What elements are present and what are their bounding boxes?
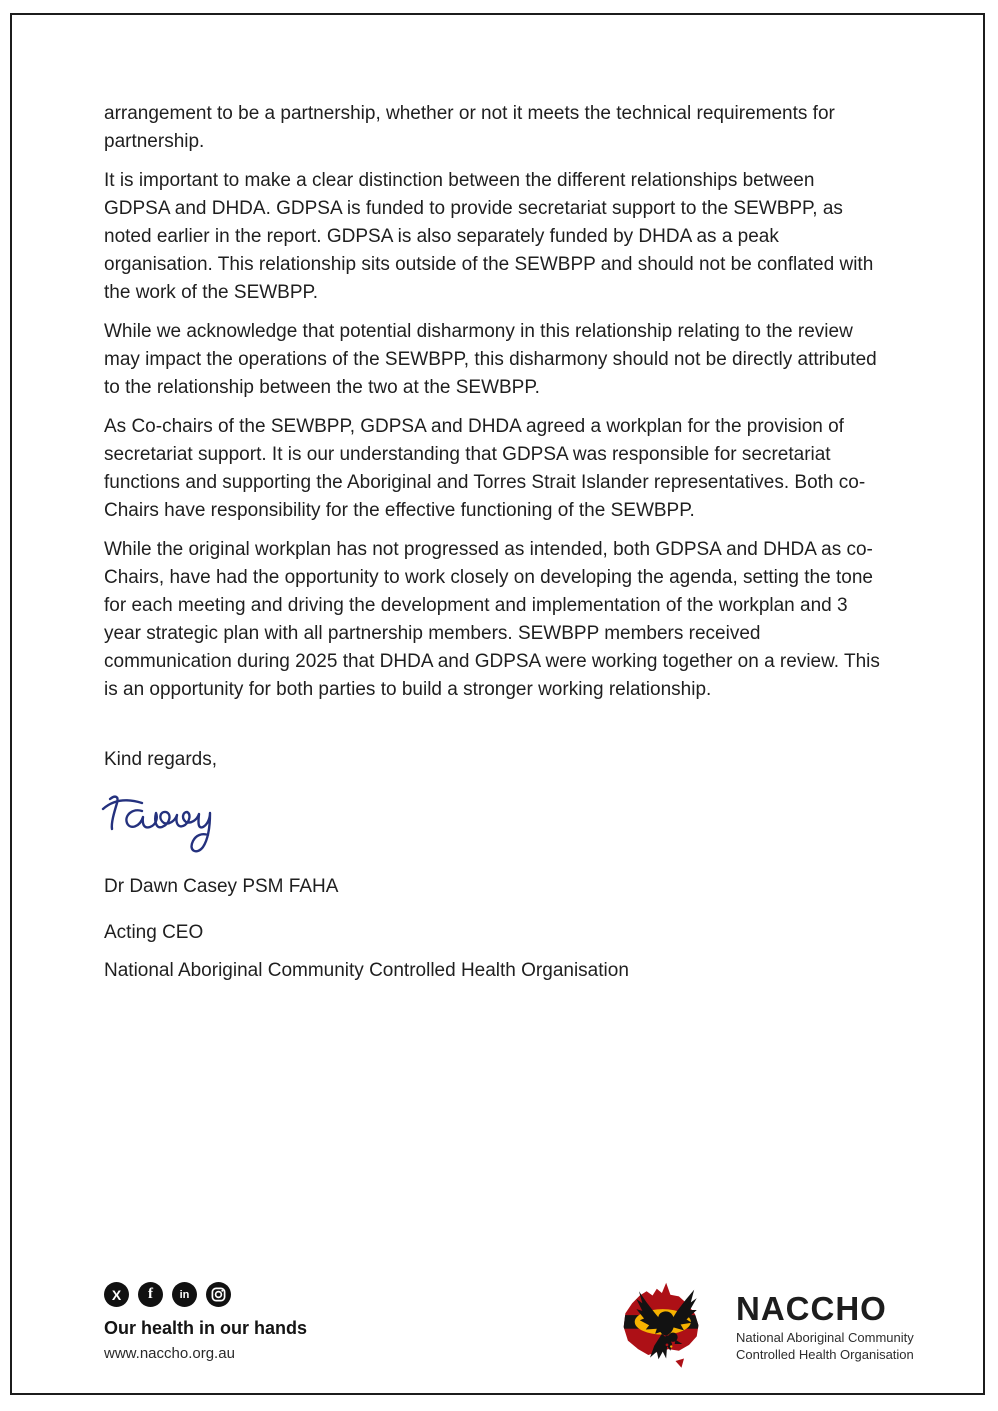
x-glyph: X xyxy=(111,1286,122,1303)
naccho-logo xyxy=(616,1277,914,1377)
signatory-name: Dr Dawn Casey PSM FAHA xyxy=(104,876,339,897)
facebook-glyph: f xyxy=(148,1286,153,1302)
paragraph: arrangement to be a partnership, whether or not it meets the technical requirements for partnership. xyxy=(104,103,835,152)
paragraph: It is important to make a clear distinction between the different relationships between GDPSA and DHDA. GDPSA is funded to provide secretariat support to the SEWBPP, as noted earlier in the report. GDPSA is also separately funded by DHDA as a peak organisation. This relationship sits outside of the SEWBPP and should not be conflated with the work of the SEWBPP. xyxy=(104,170,874,303)
logo-subtitle xyxy=(736,1330,914,1363)
signatory-organisation: National Aboriginal Community Controlled Health Organisation xyxy=(104,960,629,981)
closing-salutation: Kind regards, xyxy=(104,749,218,770)
handwritten-signature xyxy=(100,785,884,867)
instagram-icon[interactable] xyxy=(206,1282,231,1307)
x-icon[interactable] xyxy=(104,1282,129,1307)
paragraph: While we acknowledge that potential disharmony in this relationship relating to the review may impact the operations of the SEWBPP, this disharmony should not be directly attributed to the relationship between the two at the SEWBPP. xyxy=(104,321,877,398)
linkedin-glyph: in xyxy=(179,1288,190,1301)
logo-subtitle-line1: National Aboriginal Community xyxy=(736,1330,914,1345)
linkedin-icon[interactable] xyxy=(172,1282,197,1307)
paragraph: As Co-chairs of the SEWBPP, GDPSA and DHDA agreed a workplan for the provision of secretariat support. It is our understanding that GDPSA was responsible for secretariat functions and supporting the Aboriginal and Torres Strait Islander representatives. Both co-Chairs have responsibility for the effective functioning of the SEWBPP. xyxy=(104,416,866,521)
website-link[interactable]: www.naccho.org.au xyxy=(104,1345,235,1362)
naccho-emblem-icon xyxy=(616,1277,718,1377)
instagram-glyph xyxy=(206,1282,231,1307)
logo-subtitle-line2: Controlled Health Organisation xyxy=(736,1346,914,1362)
signatory-title: Acting CEO xyxy=(104,922,204,943)
paragraph: While the original workplan has not progressed as intended, both GDPSA and DHDA as co-Chairs, have had the opportunity to work closely on developing the agenda, setting the tone for each meeting and driving the development and implementation of the workplan and 3 year strategic plan with all partnership members. SEWBPP members received communication during 2025 that DHDA and GDPSA were working together on a review. This is an opportunity for both parties to build a stronger working relationship. xyxy=(104,539,880,700)
letter-body xyxy=(104,100,884,985)
signature-ink-icon xyxy=(100,785,230,867)
facebook-icon[interactable] xyxy=(138,1282,163,1307)
footer-tagline: Our health in our hands xyxy=(104,1318,308,1338)
footer-contact-block xyxy=(104,1282,307,1362)
naccho-wordmark xyxy=(736,1291,914,1363)
social-icons-row xyxy=(104,1282,307,1307)
logo-acronym: NACCHO xyxy=(736,1290,887,1327)
